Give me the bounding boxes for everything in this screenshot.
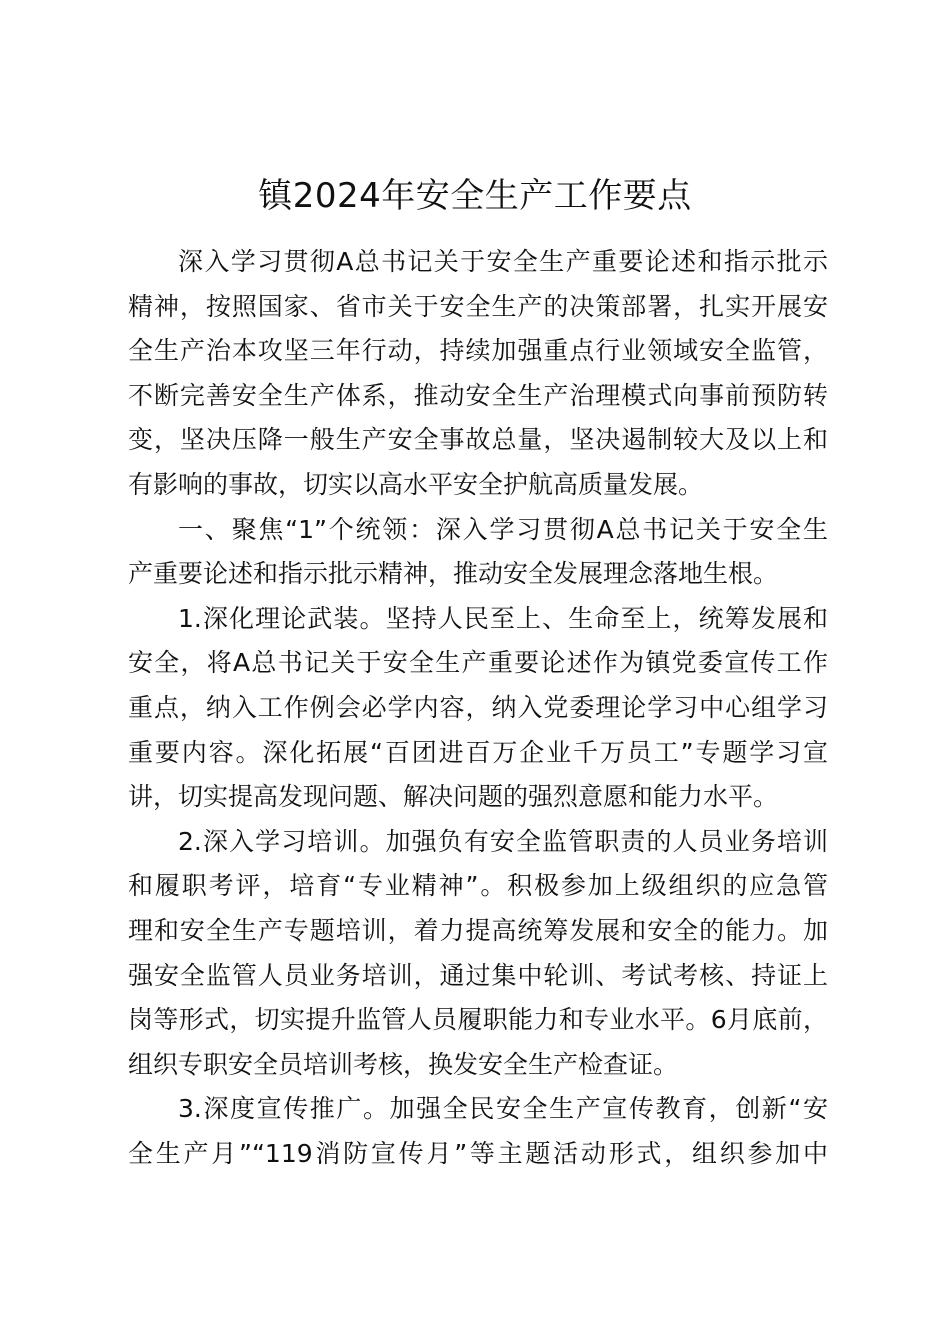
paragraph-line: 全生产月”“119消防宣传月”等主题活动形式，组织参加中 [128, 1138, 828, 1168]
paragraph-line: 3.深度宣传推广。加强全民安全生产宣传教育，创新“安 [178, 1094, 828, 1124]
paragraph-line: 安全，将A总书记关于安全生产重要论述作为镇党委宣传工作 [128, 648, 828, 678]
paragraph-line: 有影响的事故，切实以高水平安全护航高质量发展。 [128, 469, 704, 499]
paragraph-line: 深入学习贯彻A总书记关于安全生产重要论述和指示批示 [178, 247, 828, 276]
section-heading-line: 产重要论述和指示批示精神，推动安全发展理念落地生根。 [128, 559, 779, 589]
paragraph-line: 不断完善安全生产体系，推动安全生产治理模式向事前预防转 [128, 380, 828, 410]
paragraph-line: 1.深化理论武装。坚持人民至上、生命至上，统筹发展和 [178, 603, 828, 633]
paragraph-line: 重点，纳入工作例会必学内容，纳入党委理论学习中心组学习 [128, 692, 828, 722]
paragraph-line: 讲，切实提高发现问题、解决问题的强烈意愿和能力水平。 [128, 782, 779, 812]
document-body [128, 240, 828, 1176]
paragraph-line: 重要内容。深化拓展“百团进百万企业千万员工”专题学习宣 [128, 737, 828, 767]
paragraph-line: 理和安全生产专题培训，着力提高统筹发展和安全的能力。加 [128, 915, 828, 945]
paragraph-line: 2.深入学习培训。加强负有安全监管职责的人员业务培训 [178, 826, 828, 856]
paragraph-line: 组织专职安全员培训考核，换发安全生产检查证。 [128, 1049, 679, 1079]
paragraph-line: 变，坚决压降一般生产安全事故总量，坚决遏制较大及以上和 [128, 425, 828, 455]
paragraph-line: 强安全监管人员业务培训，通过集中轮训、考试考核、持证上 [128, 960, 828, 990]
section-heading-line: 一、聚焦“1”个统领：深入学习贯彻A总书记关于安全生 [178, 514, 828, 544]
paragraph-line: 精神，按照国家、省市关于安全生产的决策部署，扎实开展安 [128, 291, 828, 321]
paragraph-line: 全生产治本攻坚三年行动，持续加强重点行业领域安全监管， [128, 336, 828, 366]
document-title: 镇2024年安全生产工作要点 [258, 176, 692, 216]
paragraph-line: 和履职考评，培育“专业精神”。积极参加上级组织的应急管 [128, 871, 828, 901]
paragraph-line: 岗等形式，切实提升监管人员履职能力和专业水平。6月底前， [128, 1005, 828, 1035]
